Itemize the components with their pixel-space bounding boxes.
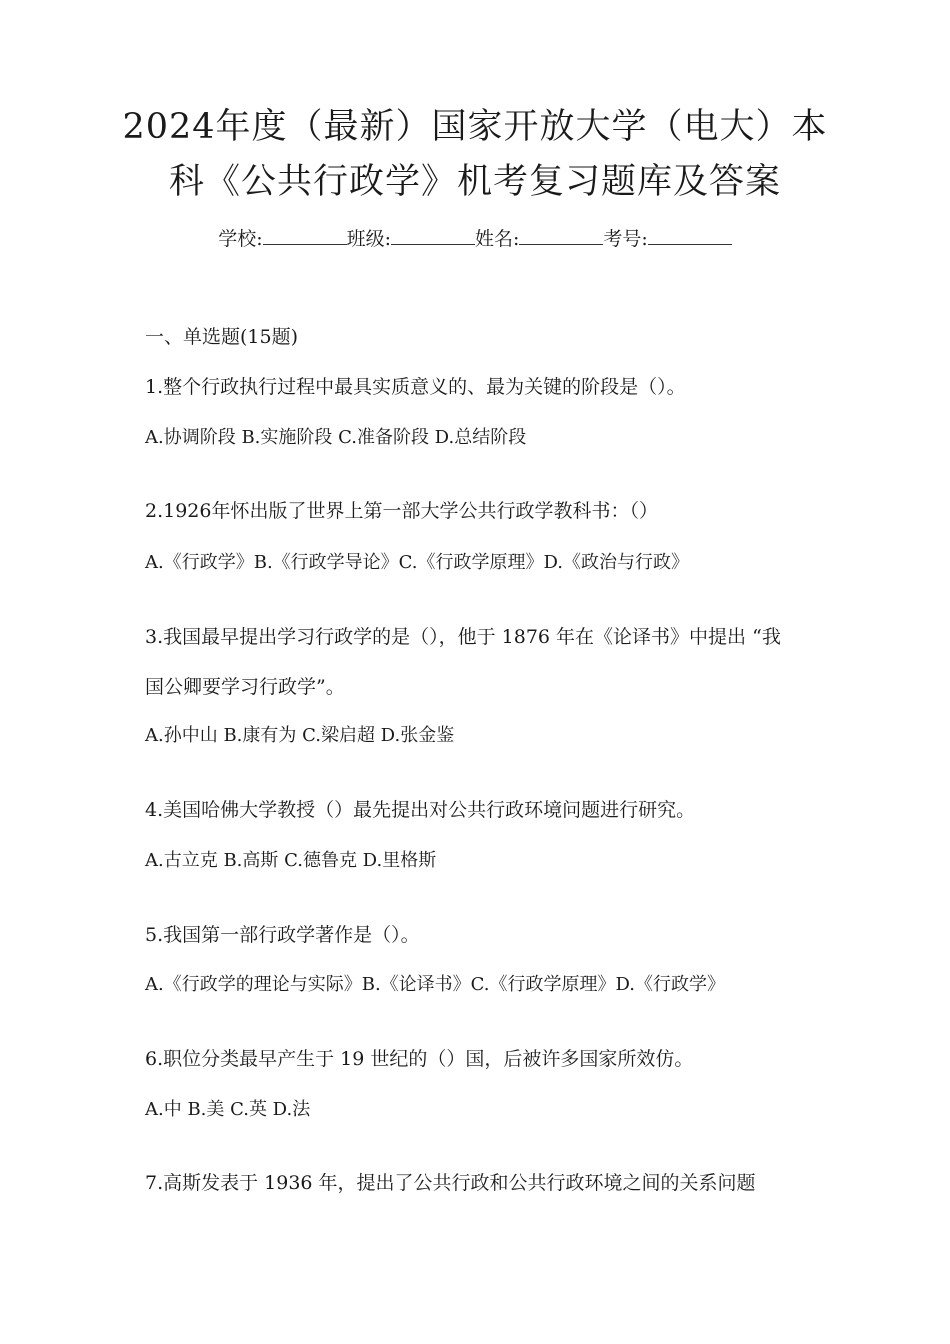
- student-info-row: [0, 224, 950, 251]
- name-label: 姓名:: [475, 228, 520, 250]
- class-label: 班级:: [346, 228, 391, 250]
- class-blank: [391, 226, 475, 245]
- name-blank: [519, 226, 603, 245]
- question-3-options: A.孙中山 B.康有为 C.梁启超 D.张金鉴: [145, 725, 455, 746]
- question-3-stem: 3.我国最早提出学习行政学的是（），他于 1876 年在《论译书》中提出 “我: [145, 626, 781, 648]
- question-7-stem: 7.高斯发表于 1936 年，提出了公共行政和公共行政环境之间的关系问题: [145, 1172, 756, 1194]
- title-line-1: 2024年度（最新）国家开放大学（电大）本: [122, 107, 828, 147]
- question-5-stem: 5.我国第一部行政学著作是（）。: [145, 924, 420, 946]
- question-6-options: A.中 B.美 C.英 D.法: [145, 1099, 311, 1120]
- question-4-stem: 4.美国哈佛大学教授（）最先提出对公共行政环境问题进行研究。: [145, 799, 696, 821]
- question-1-stem: 1.整个行政执行过程中最具实质意义的、最为关键的阶段是（）。: [145, 376, 686, 398]
- question-2-stem: 2.1926年怀出版了世界上第一部大学公共行政学教科书：（）: [145, 500, 658, 522]
- school-blank: [263, 226, 347, 245]
- question-6-stem: 6.职位分类最早产生于 19 世纪的（）国，后被许多国家所效仿。: [145, 1048, 694, 1070]
- question-4-options: A.古立克 B.高斯 C.德鲁克 D.里格斯: [145, 850, 437, 871]
- question-2-options: A.《行政学》B.《行政学导论》C.《行政学原理》D.《政治与行政》: [145, 552, 690, 573]
- question-5-options: A.《行政学的理论与实际》B.《论译书》C.《行政学原理》D.《行政学》: [145, 974, 726, 995]
- section-heading: 一、单选题(15题): [145, 326, 299, 348]
- number-blank: [648, 226, 732, 245]
- document-title: [0, 100, 950, 210]
- number-label: 考号:: [603, 228, 648, 250]
- question-3-stem-continued: 国公卿要学习行政学”。: [145, 676, 345, 698]
- title-line-2: 科《公共行政学》机考复习题库及答案: [168, 162, 781, 202]
- school-label: 学校:: [218, 228, 263, 250]
- question-1-options: A.协调阶段 B.实施阶段 C.准备阶段 D.总结阶段: [145, 427, 527, 448]
